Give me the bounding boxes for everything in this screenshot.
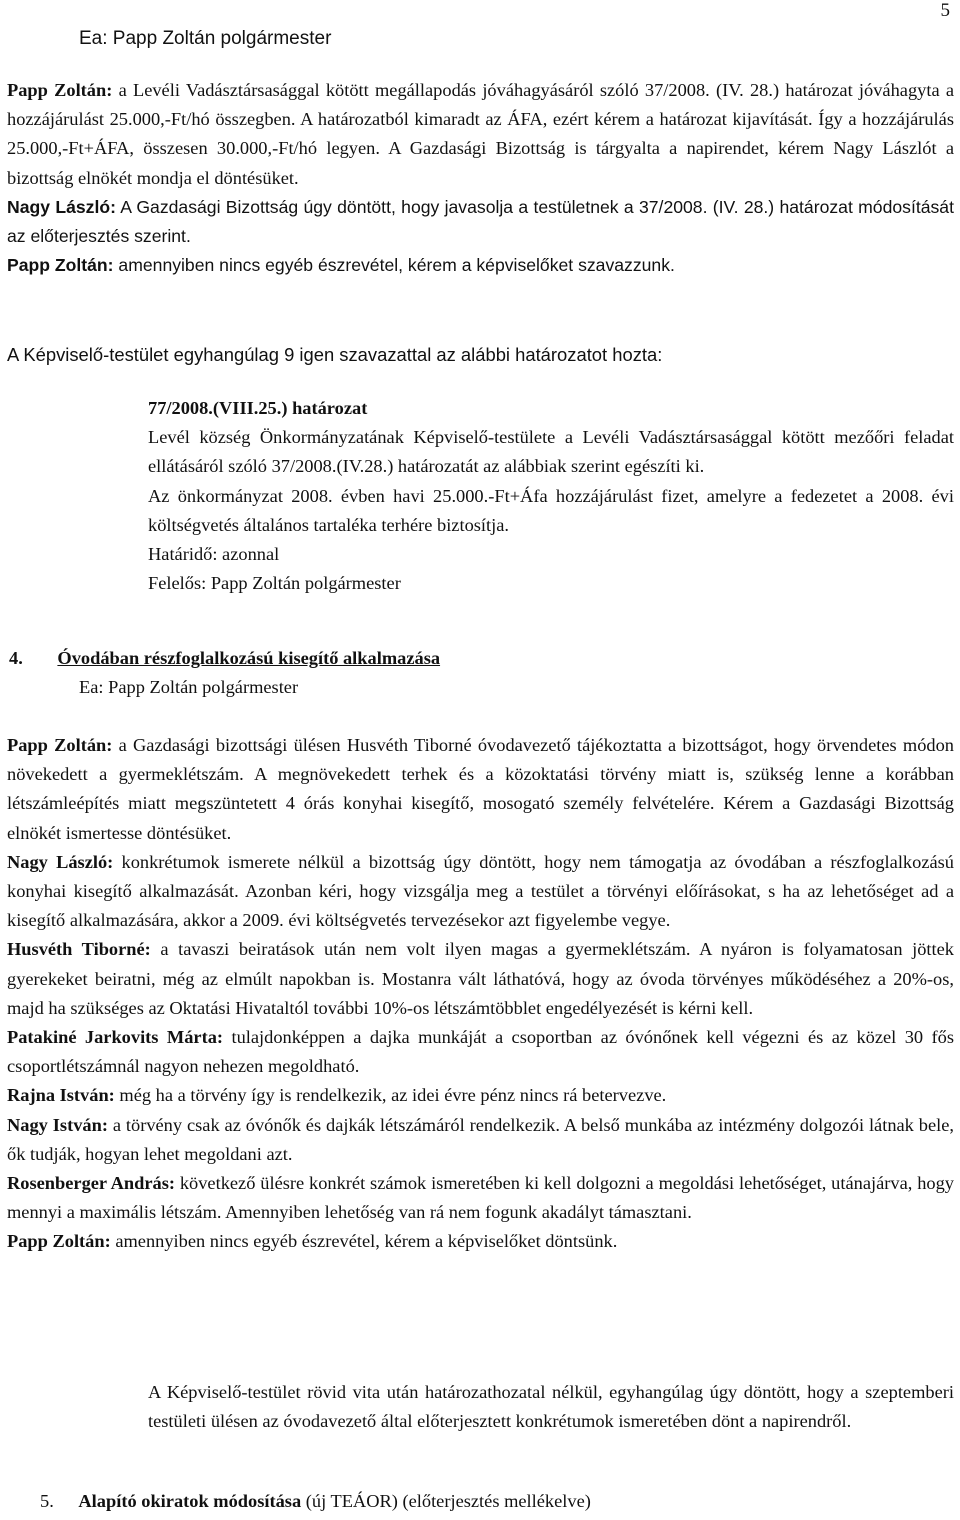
speaker-name: Nagy István:: [7, 1114, 108, 1135]
resolution-responsible: Felelős: Papp Zoltán polgármester: [148, 573, 401, 594]
section-number: 4.: [9, 648, 23, 668]
resolution-block: [148, 394, 954, 598]
section-4-heading: [9, 648, 440, 669]
resolution-deadline: Határidő: azonnal: [148, 544, 280, 565]
speech-paragraph: [7, 76, 954, 193]
section-title: Óvodában részfoglalkozású kisegítő alkalmazása: [57, 648, 441, 668]
speech-paragraph: [7, 1227, 954, 1256]
section-title: Alapító okiratok módosítása: [78, 1491, 302, 1511]
speaker-name: Patakiné Jarkovits Márta:: [7, 1027, 224, 1048]
speaker-name: Papp Zoltán:: [7, 80, 113, 100]
page-number: 5: [940, 0, 950, 21]
speech-paragraph: [7, 848, 954, 936]
resolution-number: 77/2008.(VIII.25.) határozat: [148, 398, 368, 418]
vote-statement: A Képviselő-testület egyhangúlag 9 igen szavazattal az alábbi határozatot hozta:: [7, 344, 663, 365]
resolution-body: Levél község Önkormányzatának Képviselő-testülete a Levéli Vadásztársasággal kötött mezőőri feladat ellátásáról szóló 37/2008.(IV.28.) határozatát az alábbiak szerint egészíti ki.: [148, 427, 954, 477]
speech-text: A Gazdasági Bizottság úgy döntött, hogy javasolja a testületnek a 37/2008. (IV. 28.) határozat módosítását az előterjesztés szerint.: [7, 196, 954, 247]
speaker-name: Rosenberger András:: [7, 1173, 175, 1194]
speaker-name: Papp Zoltán:: [7, 735, 113, 755]
speech-text: amennyiben nincs egyéb észrevétel, kérem a képviselőket szavazzunk.: [113, 255, 675, 276]
speech-text: még ha a törvény így is rendelkezik, az idei évre pénz nincs rá betervezve.: [114, 1085, 667, 1106]
speech-text: a Gazdasági bizottsági ülésen Husvéth Tiborné óvodavezető tájékoztatta a bizottságot, hogy örvendetes módon növekedett a gyermeklétszám. A megnövekedett terhek és a közoktatási törvény miatt is, szükség lenne a korábban létszámleépítés miatt megszüntetett 4 órás konyhai kisegítő, mosogató személy felvételére. Kérem a Gazdasági Bizottság elnökét ismertesse döntésüket.: [7, 735, 954, 843]
speech-paragraph: [7, 935, 954, 1023]
speaker-name: Nagy László:: [7, 851, 114, 872]
speech-paragraph: [7, 193, 954, 251]
speaker-name: Rajna István:: [7, 1085, 115, 1106]
speech-paragraph: [7, 251, 954, 280]
section-note: (új TEÁOR) (előterjesztés mellékelve): [301, 1491, 591, 1511]
speech-paragraph: [7, 1081, 954, 1110]
speech-paragraph: [7, 1169, 954, 1227]
discussion-block-1: [7, 76, 954, 280]
speaker-name: Nagy László:: [7, 196, 116, 217]
speech-paragraph: [7, 1023, 954, 1081]
speech-paragraph: [7, 1111, 954, 1169]
resolution-decision: Az önkormányzat 2008. évben havi 25.000.-Ft+Áfa hozzájárulást fizet, amelyre a fedezetet a 2008. évi költségvetés általános tartaléka terhére biztosítja.: [148, 485, 954, 535]
speech-text: következő ülésre konkrét számok ismeretében ki kell dolgozni a megoldási lehetőséget, utánajárva, hogy mennyi a maximális létszám. Amennyiben lehetőség van rá nem fogunk akadályt támasztani.: [7, 1173, 954, 1223]
speech-text: a Levéli Vadásztársasággal kötött megállapodás jóváhagyásáról szóló 37/2008. (IV. 28.) határozat jóváhagyta a hozzájárulást 25.000,-Ft/hó összegben. A határozatból kimaradt az ÁFA, ezért kérem a határozat kijavítását. Így a hozzájárulás 25.000,-Ft+ÁFA, összesen 30.000,-Ft/hó legyen. A Gazdasági Bizottság is tárgyalta a napirendet, kérem Nagy Lászlót a bizottság elnökét mondja el döntésüket.: [7, 80, 954, 188]
speech-text: tulajdonképpen a dajka munkáját a csoportban az óvónőnek kell végezni és az közel 30 fős csoportlétszámnál nagyon nehezen megoldható.: [7, 1027, 954, 1077]
speech-text: konkrétumok ismerete nélkül a bizottság úgy döntött, hogy nem támogatja az óvodában a részfoglalkozású konyhai kisegítő alkalmazását. Azonban kéri, hogy vizsgálja meg a testület a törvényi előírásokat, s ha az lehetőséget ad a kisegítő alkalmazására, akkor a 2009. évi költségvetés tervezésekor azt figyelembe vegye.: [7, 851, 954, 931]
speech-text: amennyiben nincs egyéb észrevétel, kérem a képviselőket döntsünk.: [110, 1231, 618, 1252]
section-number: 5.: [40, 1491, 54, 1511]
speaker-name: Husvéth Tiborné:: [7, 939, 151, 960]
speaker-name: Papp Zoltán:: [7, 1231, 111, 1252]
speech-paragraph: [7, 731, 954, 848]
agenda-presenter: Ea: Papp Zoltán polgármester: [79, 28, 332, 49]
discussion-block-2: [7, 731, 954, 1257]
speech-text: a törvény csak az óvónők és dajkák létszámáról rendelkezik. A belső munkába az intézmény dolgozói látnak bele, ők tudják, hogyan lehet megoldani azt.: [7, 1114, 955, 1164]
speech-text: a tavaszi beiratások után nem volt ilyen magas a gyermeklétszám. A nyáron is folyamatosan jöttek gyerekeket beiratni, még az elmúlt napokban is. Mostanra vált láthatóvá, hogy az óvoda törvényes működéséhez a 20%-os, majd ha szükséges az Oktatási Hivataltól további 10%-os létszámtöbblet engedélyezését is kérni kell.: [7, 939, 955, 1018]
speaker-name: Papp Zoltán:: [7, 255, 114, 276]
outcome-statement: A Képviselő-testület rövid vita után határozathozatal nélkül, egyhangúlag úgy döntött, hogy a szeptemberi testületi ülésen az óvodavezető által előterjesztett konkrétumok ismeretében dönt a napirendről.: [148, 1382, 954, 1432]
section-5-heading: [40, 1491, 591, 1512]
section-4-presenter: Ea: Papp Zoltán polgármester: [79, 677, 299, 697]
